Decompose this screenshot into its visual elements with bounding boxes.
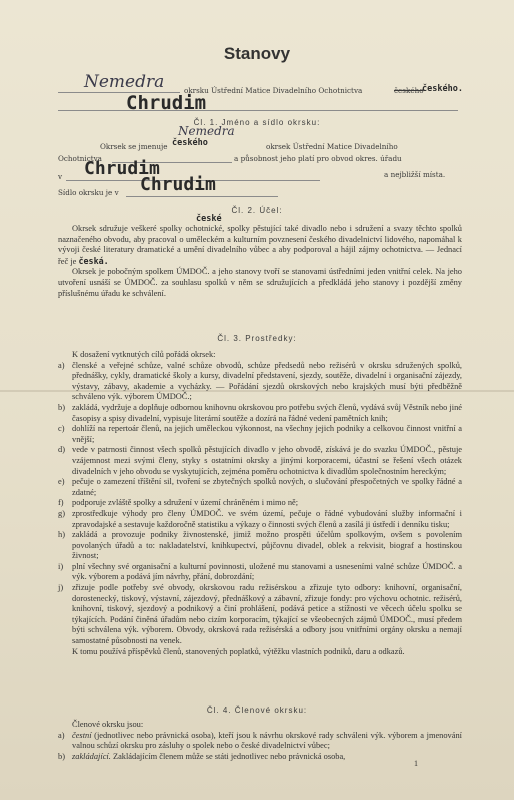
section-4-body — [58, 720, 462, 762]
s2-typed-insert: české — [196, 214, 222, 224]
section-2-heading: Čl. 2. Účel: — [231, 206, 283, 215]
list-item-marker: e) — [58, 477, 65, 487]
list-item-text: vede v patrnosti činnost všech spolků pěstujících divadlo v jeho obvodě, získává je do svazku ÚMDOČ., pěstuje vzájemnost mezi svými členy, styky s ostatními okrsky a jinými korporacemi, účastní se řešení všech otázek divadelních v jeho obvodu se vyskytujících, zejména poměru ochotnictva k divadlům společnostním hereckým; — [72, 445, 462, 476]
handwritten-name: Nemedra — [84, 72, 165, 92]
list-item-text: čestní (jednotlivec nebo právnická osoba), kteří jsou k návrhu okrskové rady schváleni výk. výborem a jmenování valnou schůzí okrsku pro zásluhy o spolek nebo o české divadelnictví vůbec; — [72, 730, 462, 751]
s1-typed: českého — [172, 138, 208, 148]
list-item-marker: c) — [58, 424, 65, 434]
list-item-marker: f) — [58, 498, 64, 508]
list-item — [58, 562, 462, 583]
section-1-heading: Čl. 1. Jméno a sídlo okrsku: — [193, 118, 321, 127]
section-2-body — [58, 224, 462, 299]
s1-text-4a: Sídlo okrsku je v — [58, 188, 119, 197]
list-item-text: zakládá a provozuje podniky živnostenské, jimiž možno prospěti účelům spolkovým, ovšem s povolením povolaných úřadů a to: nakladatelství, knihkupectví, půjčovnu divadel, oblek a rekvisit, biograf a hostinskou živnost; — [72, 530, 462, 561]
list-item-label: čestní — [72, 730, 95, 740]
s1-text-2a: Ochotnictva — [58, 154, 102, 163]
list-item-text: zakládající. Zakládajícím členem může se státi jednotlivec nebo právnická osoba, — [72, 751, 346, 761]
document-title: Stanovy — [223, 44, 291, 63]
s1-text-3a: v — [58, 172, 63, 181]
header-town-name: Chrudim — [126, 92, 207, 114]
list-item — [58, 752, 462, 763]
list-item-text: zprostředkuje výhody pro členy ÚMDOČ. ve svém území, pečuje o řádné vybudování služby informační i zpravodajské a sestavuje každoročně statistiku a výkazy o činnosti svých členů a zasílá ji ústředí i denníku tisku; — [72, 508, 462, 529]
section-4-heading: Čl. 4. Členové okrsku: — [206, 706, 308, 715]
list-item-marker: g) — [58, 508, 65, 518]
s2-paragraph-1: Okrsek sdružuje veškeré spolky ochotnické, spolky pěstující také divadlo nebo i sdružení a svazy těchto spolků naznačeného obvodu, aby pracoval o uměleckém a kulturním povznesení českého divadelnictví lidového, napomáhal k vývoji české literatury dramatické a umění divadelního vůbec a aby podporoval a hájil zájmy ochotnictva. — Jednací řeč je — [58, 224, 462, 266]
list-item-text: zakládá, vydržuje a doplňuje odbornou knihovnu okrskovou pro potřebu svých členů, vydává svůj Věstník nebo jiné časopisy a spisy divadelní, vypisuje literární soutěže a dozírá na řádné vedení pamětních knih; — [72, 402, 462, 423]
fill-line — [126, 196, 278, 197]
list-item — [58, 530, 462, 562]
list-item-marker: a) — [58, 360, 65, 370]
list-item-text: zřizuje podle potřeby své obvody, okrskovou radu režisérskou a zřizuje tyto odbory: knihovní, organisační, dorostenecký, tiskový, výstavní, zájezdový, přednáškový a zábavní, zřizuje fondy: pro výchovu ochotnic. režisérů, knihovní, tiskový, sjezdový a podnikový a činí prohlášení, podává petice a stížnosti ve věcech účelu spolku se týkajících. Podání činěná úřadům nebo cizím korporacím, týkající se všeobecných zájmů ÚMDOČ., musí předem býti schválena výk. výborem. Obvody, okrsková rada režisérská a odbory jsou vnitřními orgány okrsku a nemají samostatné působnosti na venek. — [72, 583, 462, 646]
s4-list — [58, 731, 462, 763]
list-item-text: pečuje o zamezení tříštění sil, tvoření se zbytečných spolků nových, o slučování přespočetných ve spolky řádné a zdatné; — [72, 477, 462, 497]
list-item — [58, 731, 462, 752]
s3-intro: K dosažení vytknutých cílů pořádá okrsek: — [72, 350, 216, 359]
list-item — [58, 361, 462, 403]
s4-intro: Členové okrsku jsou: — [72, 720, 144, 729]
header-struck-word: českého — [394, 86, 424, 95]
list-item — [58, 509, 462, 530]
section-3-heading: Čl. 3. Prostředky: — [217, 334, 297, 343]
list-item-label: zakládající. — [72, 751, 113, 761]
list-item-text: dohlíží na repertoár členů, na jejich uměleckou výkonnost, na všechny jejich podniky a celkovou činnost vnitřní a vnější; — [72, 424, 462, 444]
s2-paragraph-2: Okrsek je pobočným spolkem ÚMDOČ. a jeho stanovy tvoří se stanovami ústředními jeden vnitřní celek. Na jeho utvoření usnáší se ÚMDOČ. za souhlasu spolků v něm se sdružujících a předkládá jeho stanovy i pozdější změny příslušnému úřadu ke schválení. — [58, 267, 462, 298]
s1-town-1: Chrudim — [84, 158, 160, 179]
header-typed-word: českého. — [422, 84, 463, 94]
section-3-body — [58, 350, 462, 657]
list-item — [58, 424, 462, 445]
fill-line — [58, 110, 458, 111]
list-item — [58, 583, 462, 647]
list-item-marker: a) — [58, 730, 65, 740]
s1-town-2: Chrudim — [140, 174, 216, 195]
s1-handwritten: Nemedra — [178, 124, 235, 138]
list-item-marker: j) — [58, 583, 64, 593]
list-item — [58, 403, 462, 424]
list-item-marker: h) — [58, 530, 65, 540]
page-number: 1 — [414, 759, 418, 768]
s2-typed-language: česká. — [78, 255, 109, 266]
s1-text-2b: a působnost jeho platí pro obvod okres. úřadu — [234, 154, 402, 163]
s1-text-3b: a nejbližší místa. — [384, 170, 446, 179]
list-item-marker: b) — [58, 402, 65, 412]
s3-list — [58, 361, 462, 647]
s1-text-1a: Okrsek se jmenuje — [100, 142, 168, 151]
list-item-text: členské a veřejné schůze, valné schůze obvodů, schůze předsedů nebo režisérů v okrsku sdružených spolků, přednášky, cykly, dramatické školy a kursy, divadelní představení, sjezdy, soutěže, divadelní i organisační zájezdy, výstavy, zábavy, akademie a vycházky. — Pořádání sjezdů okrskových nebo krajských musí býti předběžně schváleno výk. výborem ÚMDOČ.; — [72, 360, 462, 402]
list-item-marker: i) — [58, 561, 64, 571]
s1-text-1b: okrsek Ústřední Matice Divadelního — [266, 142, 398, 151]
list-item — [58, 477, 462, 498]
list-item — [58, 445, 462, 477]
list-item-marker: b) — [58, 751, 65, 761]
header-line-1: okrsku Ústřední Matice Divadelního Ochotnictva — [184, 86, 363, 95]
s3-closing: K tomu používá příspěvků členů, stanovených poplatků, výtěžku vlastních podniků, daru a odkazů. — [72, 646, 405, 656]
list-item — [58, 498, 462, 509]
list-item-text: podporuje zvláště spolky a sdružení v území chráněném i mimo ně; — [72, 498, 299, 508]
list-item-marker: d) — [58, 445, 65, 455]
list-item-text: plní všechny své organisační a kulturní povinnosti, uložené mu stanovami a usneseními valné schůze ÚMDOČ. a výk. výborem a podává jím návrhy, přání, dobrozdání; — [72, 561, 462, 582]
